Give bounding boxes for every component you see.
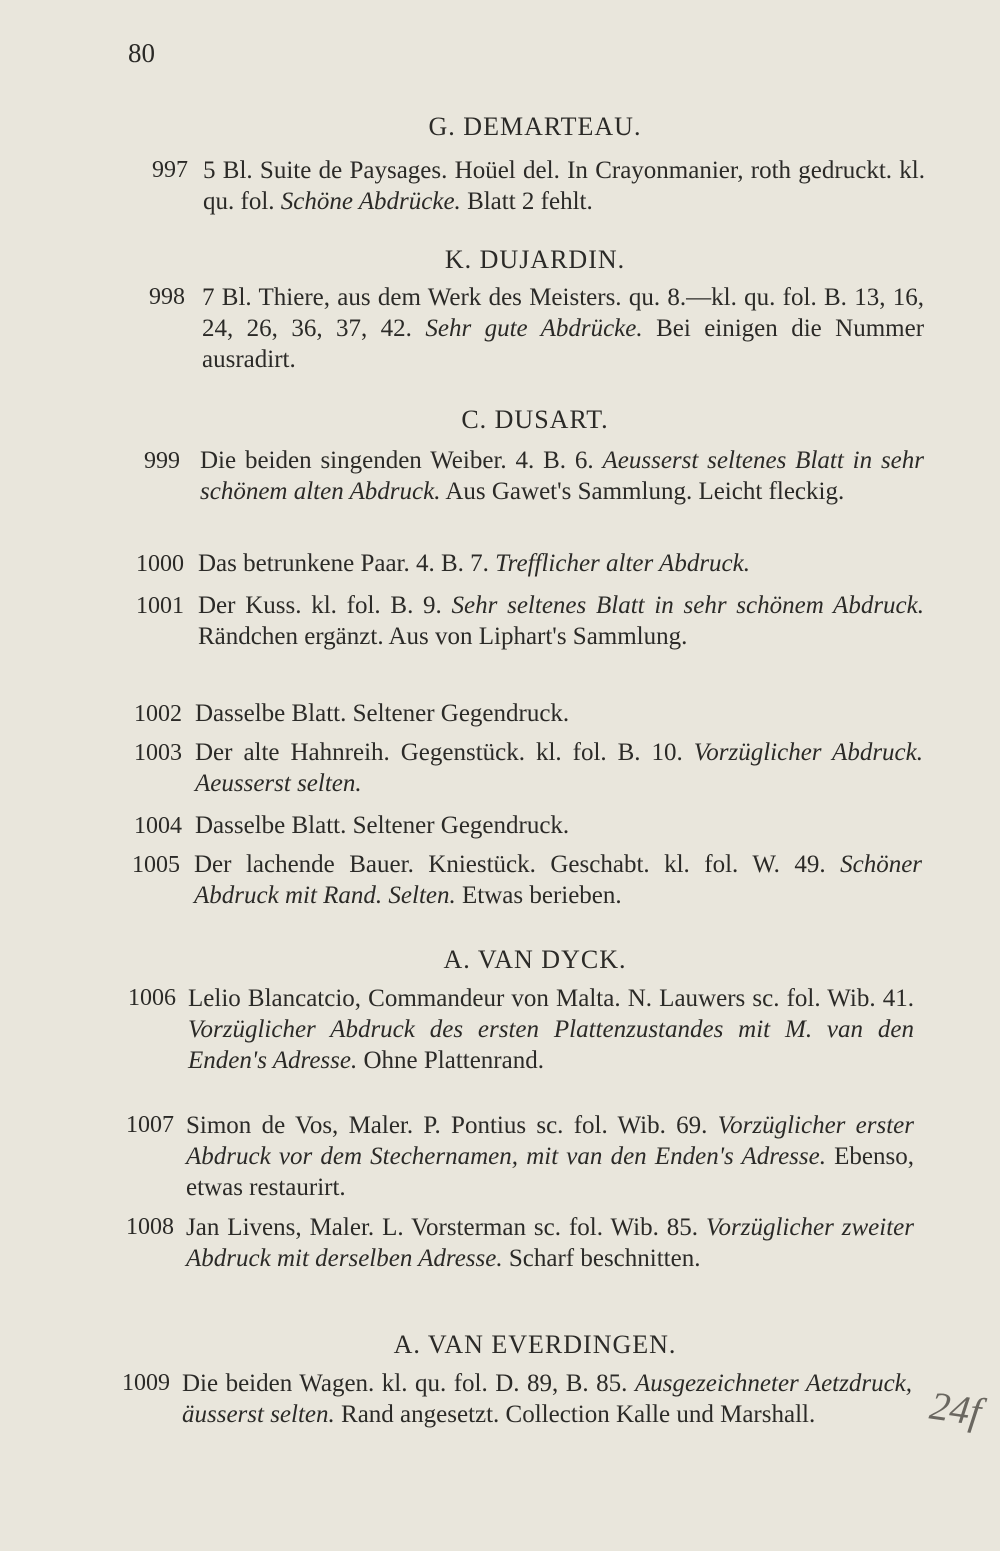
handwritten-marginal-note: 24f bbox=[927, 1382, 985, 1435]
entry-text bbox=[188, 983, 914, 1076]
entry-remark: Ohne Plattenrand. bbox=[363, 1047, 544, 1074]
entry-text bbox=[186, 1110, 914, 1203]
entry-remark: Etwas berieben. bbox=[462, 882, 622, 909]
entry-description: Der alte Hahnreih. Gegenstück. kl. fol. B. 10. bbox=[195, 739, 683, 766]
entry-condition: Trefflicher alter Abdruck. bbox=[495, 550, 750, 577]
entry-description: Dasselbe Blatt. Seltener Gegendruck. bbox=[195, 700, 570, 727]
entry-condition: Vorzüglicher zweiter Abdruck mit derselben Adresse. bbox=[186, 1214, 914, 1272]
entry-text bbox=[186, 1212, 914, 1274]
entry-number: 997 bbox=[152, 157, 188, 183]
entry-condition: Schöne Abdrücke. bbox=[280, 188, 461, 215]
entry-remark: Aus Gawet's Sammlung. Leicht fleckig. bbox=[445, 478, 845, 505]
entry-remark: Blatt 2 fehlt. bbox=[467, 188, 593, 215]
entry-text bbox=[194, 849, 922, 911]
entry-number: 1007 bbox=[126, 1112, 174, 1138]
entry-number: 1006 bbox=[128, 985, 176, 1011]
entry-condition: Schöner Abdruck mit Rand. Selten. bbox=[194, 851, 923, 909]
entry-text bbox=[182, 1368, 912, 1430]
entry-text bbox=[200, 445, 924, 507]
entry-number: 1001 bbox=[136, 593, 184, 619]
entry-condition: Ausgezeichneter Aetzdruck, äusserst selten. bbox=[182, 1370, 913, 1428]
entry-remark: Rändchen ergänzt. Aus von Liphart's Sammlung. bbox=[198, 623, 688, 650]
entry-text bbox=[198, 548, 924, 579]
artist-heading: A. VAN EVERDINGEN. bbox=[393, 1330, 677, 1359]
entry-description: 7 Bl. Thiere, aus dem Werk des Meisters. qu. 8.—kl. qu. fol. B. 13, 16, 24, 26, 36, 37, 42. bbox=[202, 284, 924, 342]
entry-remark: Bei einigen die Nummer ausradirt. bbox=[202, 315, 925, 373]
entry-number: 998 bbox=[149, 284, 185, 310]
entry-remark: Scharf beschnitten. bbox=[508, 1245, 701, 1272]
entry-remark: Ebenso, etwas restaurirt. bbox=[186, 1143, 914, 1201]
entry-remark: Rand angesetzt. Collection Kalle und Marshall. bbox=[341, 1401, 816, 1428]
entry-text bbox=[202, 282, 924, 375]
entry-number: 1005 bbox=[132, 852, 180, 878]
entry-description: Simon de Vos, Maler. P. Pontius sc. fol. Wib. 69. bbox=[186, 1112, 708, 1139]
entry-description: Die beiden singenden Weiber. 4. B. 6. bbox=[200, 447, 594, 474]
artist-heading: C. DUSART. bbox=[461, 405, 609, 434]
entry-number: 1009 bbox=[122, 1370, 170, 1396]
entry-text bbox=[203, 155, 925, 217]
artist-heading: K. DUJARDIN. bbox=[444, 245, 626, 274]
entry-number: 1002 bbox=[134, 701, 182, 727]
artist-heading: G. DEMARTEAU. bbox=[428, 112, 642, 141]
entry-description: Jan Livens, Maler. L. Vorsterman sc. fol. Wib. 85. bbox=[186, 1214, 699, 1241]
entry-condition: Sehr seltenes Blatt in sehr schönem Abdruck. bbox=[451, 592, 924, 619]
entry-condition: Vorzüglicher Abdruck des ersten Plattenzustandes mit M. van den Enden's Adresse. bbox=[188, 1016, 914, 1074]
entry-text bbox=[195, 737, 923, 799]
entry-description: Lelio Blancatcio, Commandeur von Malta. N. Lauwers sc. fol. Wib. 41. bbox=[188, 985, 914, 1012]
entry-description: Der lachende Bauer. Kniestück. Geschabt. kl. fol. W. 49. bbox=[194, 851, 826, 878]
entry-description: Das betrunkene Paar. 4. B. 7. bbox=[198, 550, 489, 577]
entry-condition: Vorzüglicher erster Abdruck vor dem Stechernamen, mit van den Enden's Adresse. bbox=[186, 1112, 915, 1170]
entry-description: Die beiden Wagen. kl. qu. fol. D. 89, B. 85. bbox=[182, 1370, 628, 1397]
entry-number: 1000 bbox=[136, 551, 184, 577]
page-number: 80 bbox=[128, 38, 155, 68]
entry-text bbox=[198, 590, 924, 652]
entry-condition: Aeusserst seltenes Blatt in sehr schönem alten Abdruck. bbox=[200, 447, 924, 505]
entry-text bbox=[195, 810, 923, 841]
entry-condition: Sehr gute Abdrücke. bbox=[425, 315, 643, 342]
entry-number: 1008 bbox=[126, 1214, 174, 1240]
entry-text bbox=[195, 698, 923, 729]
entry-number: 999 bbox=[144, 448, 180, 474]
entry-number: 1003 bbox=[134, 740, 182, 766]
artist-heading: A. VAN DYCK. bbox=[443, 945, 627, 974]
entry-description: Dasselbe Blatt. Seltener Gegendruck. bbox=[195, 812, 570, 839]
entry-condition: Vorzüglicher Abdruck. Aeusserst selten. bbox=[195, 739, 923, 797]
entry-description: Der Kuss. kl. fol. B. 9. bbox=[198, 592, 442, 619]
entry-description: 5 Bl. Suite de Paysages. Hoüel del. In Crayonmanier, roth gedruckt. kl. qu. fol. bbox=[203, 157, 925, 215]
entry-number: 1004 bbox=[134, 813, 182, 839]
